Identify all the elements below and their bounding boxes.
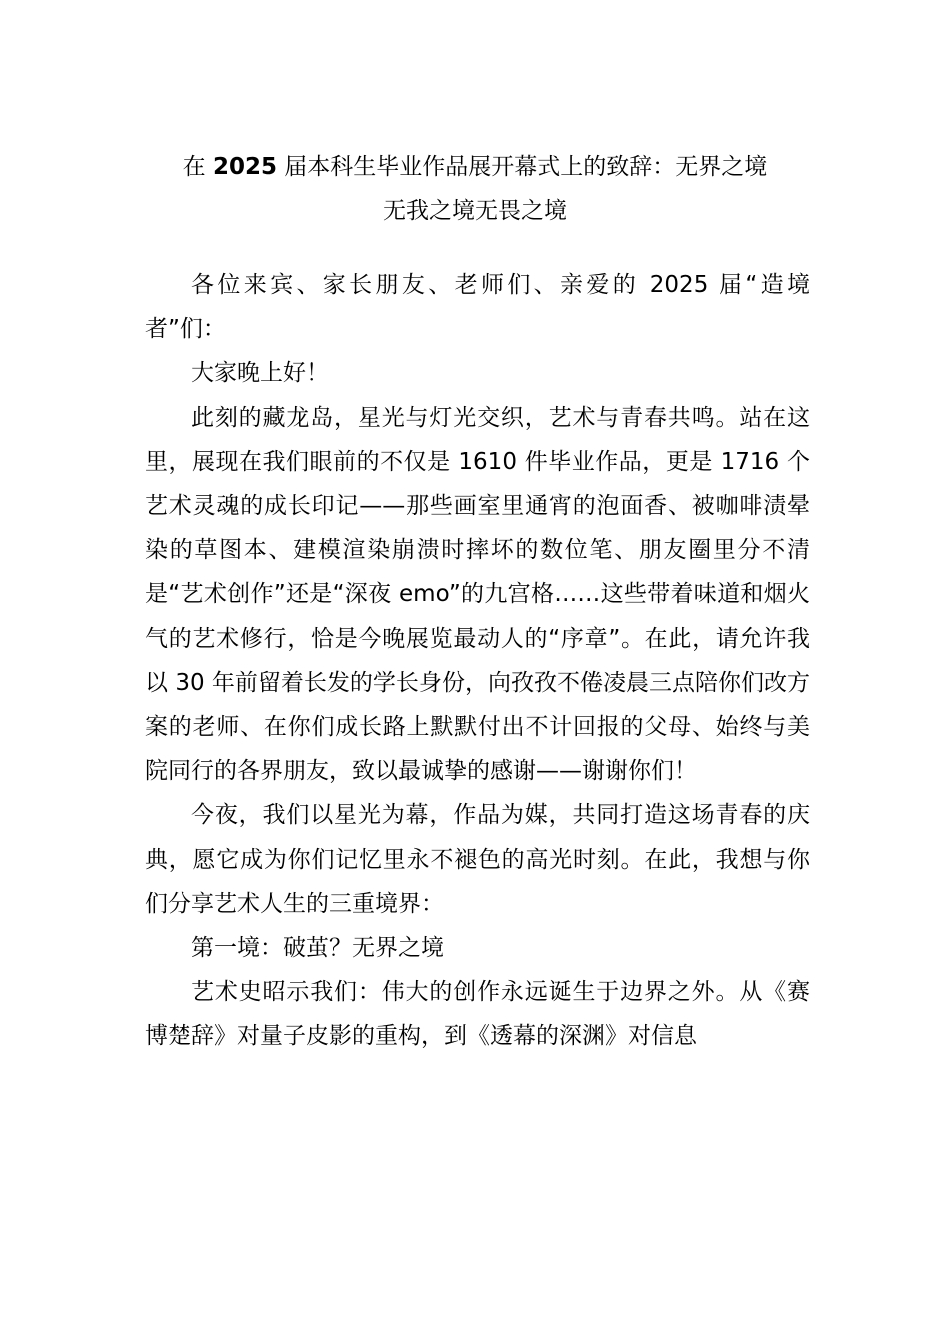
document-body xyxy=(145,263,810,1059)
greeting-paragraph: 大家晚上好！ xyxy=(191,360,329,387)
document-title-line-1 xyxy=(145,145,805,189)
title-year: 2025 xyxy=(212,154,277,180)
opening-paragraph: 此刻的藏龙岛，星光与灯光交织，艺术与青春共鸣。站在这里，展现在我们眼前的不仅是 1610 件毕业作品，更是 1716 个艺术灵魂的成长印记——那些画室里通宵的泡面香、被咖啡渍晕染的草图本、建模渲染崩溃时摔坏的数位笔、朋友圈里分不清是“艺术创作”还是“深夜 emo”的九宫格……这些带着味道和烟火气的艺术修行，恰是今晚展览最动人的“序章”。在此，请允许我以 30 年前留着长发的学长身份，向孜孜不倦凌晨三点陪你们改方案的老师、在你们成长路上默默付出不计回报的父母、始终与美院同行的各界朋友，致以最诚挚的感谢——谢谢你们！ xyxy=(145,404,810,785)
title-suffix: 届本科生毕业作品展开幕式上的致辞：无界之境 xyxy=(277,154,768,180)
salutation-paragraph: 各位来宾、家长朋友、老师们、亲爱的 2025 届“造境者”们： xyxy=(145,272,810,343)
section-heading-first-realm: 第一境：破茧？无界之境 xyxy=(191,935,444,962)
tonight-paragraph: 今夜，我们以星光为幕，作品为媒，共同打造这场青春的庆典，愿它成为你们记忆里永不褪色的高光时刻。在此，我想与你们分享艺术人生的三重境界： xyxy=(145,802,810,917)
art-history-paragraph: 艺术史昭示我们：伟大的创作永远诞生于边界之外。从《赛博楚辞》对量子皮影的重构，到《透幕的深渊》对信息 xyxy=(145,979,810,1050)
document-title-line-2: 无我之境无畏之境 xyxy=(383,198,567,224)
title-prefix: 在 xyxy=(182,154,213,180)
